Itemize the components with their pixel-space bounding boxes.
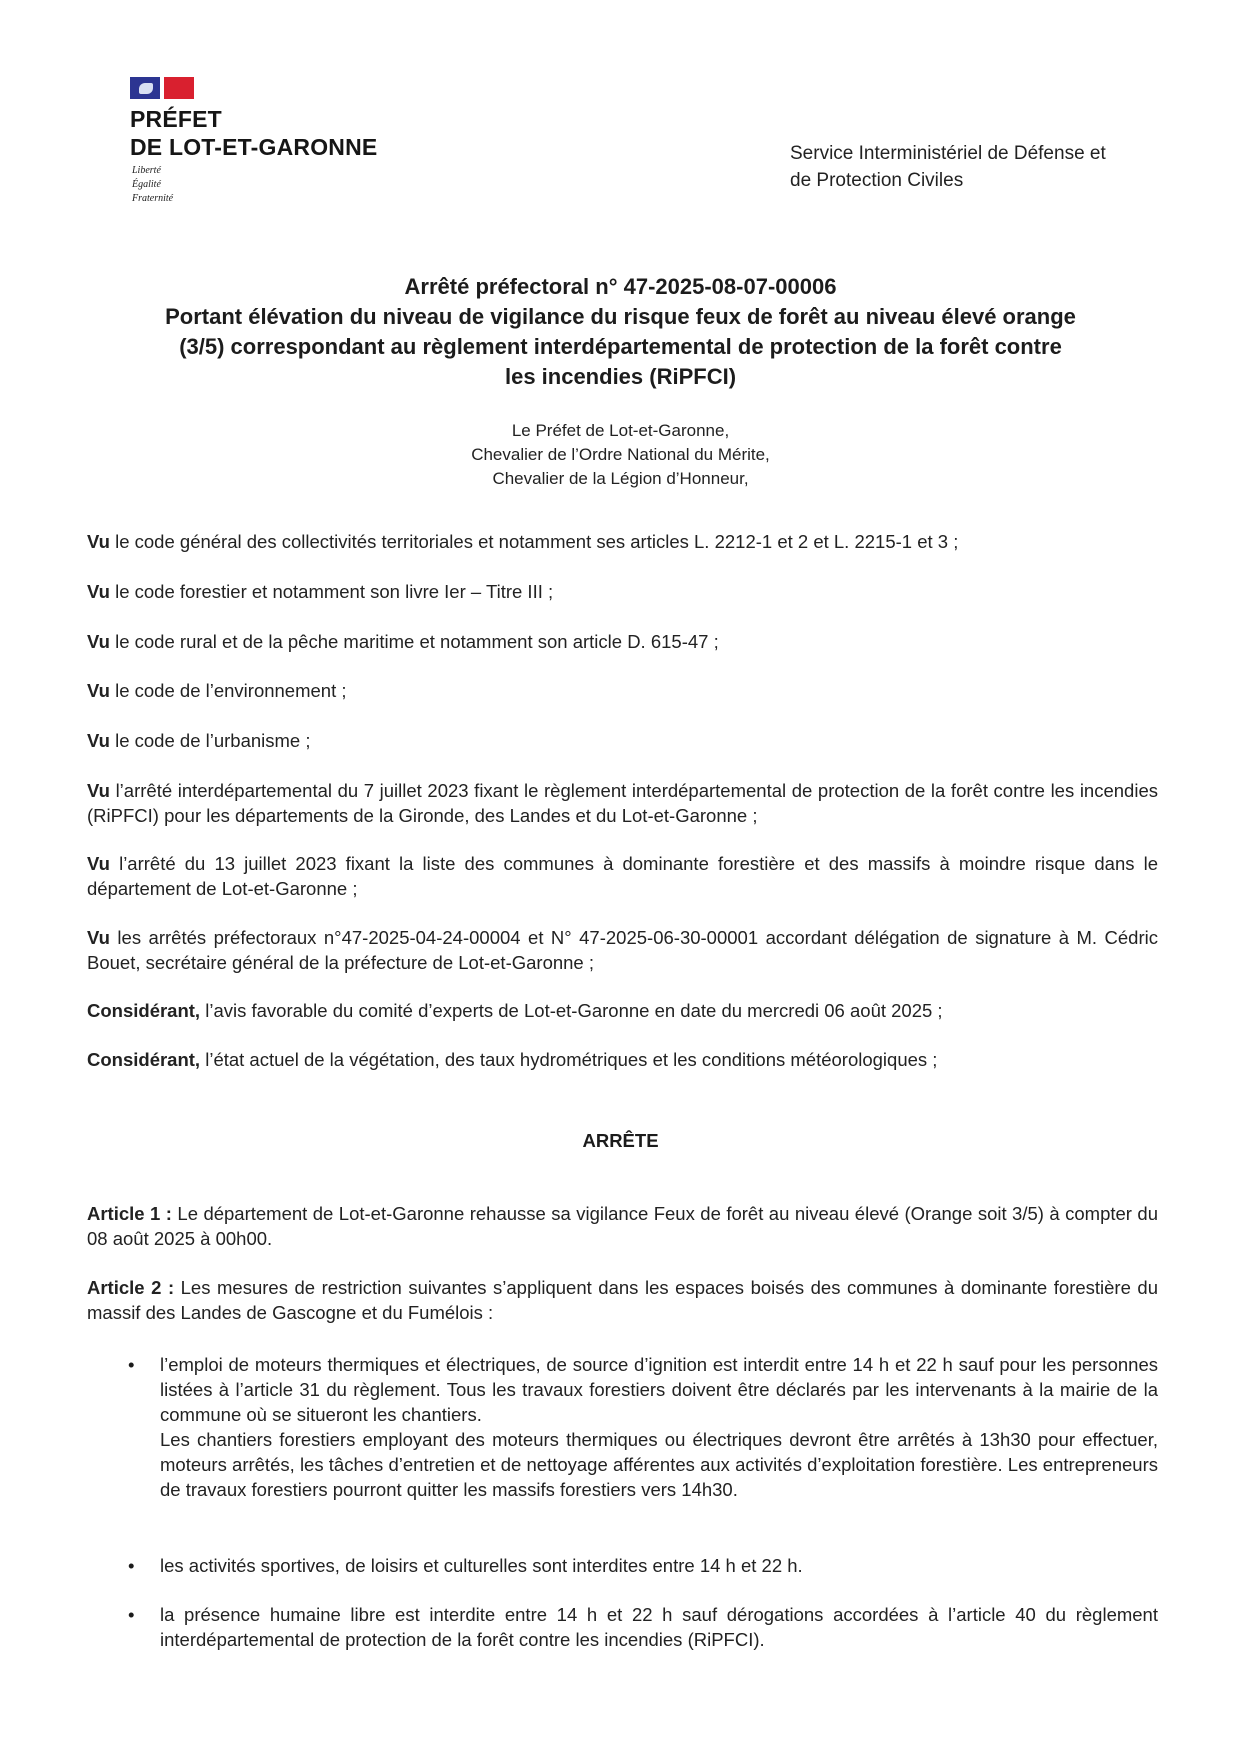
visa-lead: Vu bbox=[87, 631, 110, 652]
motto-fraternite: Fraternité bbox=[132, 193, 174, 204]
bullet-icon: • bbox=[128, 1354, 135, 1375]
visa-text: l’arrêté du 13 juillet 2023 fixant la liste des communes à dominante forestière et des massifs à moindre risque dans le département de Lot-et-Garonne ; bbox=[87, 853, 1158, 899]
considerant-paragraph bbox=[87, 1047, 1158, 1072]
list-item bbox=[160, 1352, 1158, 1502]
considerant-lead: Considérant, bbox=[87, 1049, 201, 1070]
visa-lead: Vu bbox=[87, 581, 110, 602]
article-1 bbox=[87, 1201, 1158, 1251]
visa-paragraph bbox=[87, 529, 1158, 554]
list-item-paragraph: les activités sportives, de loisirs et culturelles sont interdites entre 14 h et 22 h. bbox=[160, 1555, 803, 1576]
motto-liberte: Liberté bbox=[132, 165, 161, 176]
considerant-lead: Considérant, bbox=[87, 1000, 201, 1021]
arrete-heading: ARRÊTE bbox=[582, 1130, 659, 1151]
visa-text: le code forestier et notamment son livre Ier – Titre III ; bbox=[109, 581, 554, 602]
article-text: Le département de Lot-et-Garonne rehausse sa vigilance Feux de forêt au niveau élevé (Orange soit 3/5) à compter du 08 août 2025 à 00h00. bbox=[87, 1203, 1158, 1249]
prefet-line-2: DE LOT-ET-GARONNE bbox=[130, 134, 378, 160]
article-lead: Article 2 : bbox=[87, 1277, 175, 1298]
prefet-identity-line-2: Chevalier de l’Ordre National du Mérite, bbox=[471, 445, 770, 464]
visa-lead: Vu bbox=[87, 680, 110, 701]
visa-text: les arrêtés préfectoraux n°47-2025-04-24-00004 et N° 47-2025-06-30-00001 accordant délégation de signature à M. Cédric Bouet, secrétaire général de la préfecture de Lot-et-Garonne ; bbox=[87, 927, 1158, 973]
visa-lead: Vu bbox=[87, 853, 110, 874]
arrete-number: Arrêté préfectoral n° 47-2025-08-07-00006 bbox=[404, 274, 837, 299]
title-line-4: les incendies (RiPFCI) bbox=[504, 364, 737, 389]
visa-text: l’arrêté interdépartemental du 7 juillet 2023 fixant le règlement interdépartemental de protection de la forêt contre les incendies (RiPFCI) pour les départements de la Gironde, des Landes et du Lot-et-Garonne ; bbox=[87, 780, 1158, 826]
visa-text: le code de l’environnement ; bbox=[109, 680, 347, 701]
visa-text: le code général des collectivités territoriales et notamment ses articles L. 2212-1 et 2 et L. 2215-1 et 3 ; bbox=[109, 531, 959, 552]
visa-text: le code de l’urbanisme ; bbox=[109, 730, 311, 751]
article-2 bbox=[87, 1275, 1158, 1325]
service-line-1: Service Interministériel de Défense et bbox=[790, 143, 1106, 164]
title-line-2: Portant élévation du niveau de vigilance du risque feux de forêt au niveau élevé orange bbox=[165, 304, 1076, 329]
bullet-icon: • bbox=[128, 1555, 135, 1576]
visa-lead: Vu bbox=[87, 927, 110, 948]
prefet-identity-line-3: Chevalier de la Légion d’Honneur, bbox=[492, 469, 749, 488]
considerant-paragraph bbox=[87, 998, 1158, 1023]
bullet-icon: • bbox=[128, 1604, 135, 1625]
list-item-paragraph: la présence humaine libre est interdite entre 14 h et 22 h sauf dérogations accordées à l’article 40 du règlement interdépartemental de protection de la forêt contre les incendies (RiPFCI). bbox=[160, 1604, 1158, 1650]
prefecture-name bbox=[130, 105, 377, 161]
prefet-identity bbox=[80, 419, 1161, 491]
visa-lead: Vu bbox=[87, 780, 110, 801]
visa-paragraph bbox=[87, 851, 1158, 901]
visa-paragraph bbox=[87, 629, 1158, 654]
prefet-line-1: PRÉFET bbox=[130, 106, 222, 132]
article-text: Les mesures de restriction suivantes s’appliquent dans les espaces boisés des communes à dominante forestière du massif des Landes de Gascogne et du Fumélois : bbox=[87, 1277, 1158, 1323]
service-name bbox=[790, 140, 1106, 194]
prefet-identity-line-1: Le Préfet de Lot-et-Garonne, bbox=[511, 421, 730, 440]
considerant-text: l’avis favorable du comité d’experts de Lot-et-Garonne en date du mercredi 06 août 2025 ; bbox=[200, 1000, 943, 1021]
list-item bbox=[160, 1602, 1158, 1652]
republique-francaise-logo bbox=[130, 77, 194, 99]
considerant-text: l’état actuel de la végétation, des taux hydrométriques et les conditions météorologiques ; bbox=[200, 1049, 938, 1070]
article-lead: Article 1 : bbox=[87, 1203, 172, 1224]
republic-motto bbox=[132, 164, 173, 206]
visa-lead: Vu bbox=[87, 730, 110, 751]
motto-egalite: Égalité bbox=[132, 179, 161, 190]
visa-paragraph bbox=[87, 728, 1158, 753]
visa-paragraph bbox=[87, 778, 1158, 828]
list-item-paragraph: Les chantiers forestiers employant des moteurs thermiques ou électriques devront être arrêtés à 13h30 pour effectuer, moteurs arrêtés, les tâches d’entretien et de nettoyage afférentes aux activités d’exploitation forestière. Les entrepreneurs de travaux forestiers pourront quitter les massifs forestiers vers 14h30. bbox=[160, 1429, 1158, 1500]
visa-lead: Vu bbox=[87, 531, 110, 552]
list-item bbox=[160, 1553, 1158, 1578]
visa-paragraph bbox=[87, 678, 1158, 703]
service-line-2: de Protection Civiles bbox=[790, 170, 964, 191]
visa-paragraph bbox=[87, 925, 1158, 975]
visa-paragraph bbox=[87, 579, 1158, 604]
list-item-paragraph: l’emploi de moteurs thermiques et électriques, de source d’ignition est interdit entre 14 h et 22 h sauf pour les personnes listées à l’article 31 du règlement. Tous les travaux forestiers doivent être déclarés par les intervenants à la mairie de la commune où se situeront les chantiers. bbox=[160, 1354, 1158, 1425]
arrete-title bbox=[80, 272, 1161, 392]
marianne-profile bbox=[139, 83, 153, 94]
title-line-3: (3/5) correspondant au règlement interdépartemental de protection de la forêt contre bbox=[179, 334, 1062, 359]
visa-text: le code rural et de la pêche maritime et notamment son article D. 615-47 ; bbox=[109, 631, 719, 652]
